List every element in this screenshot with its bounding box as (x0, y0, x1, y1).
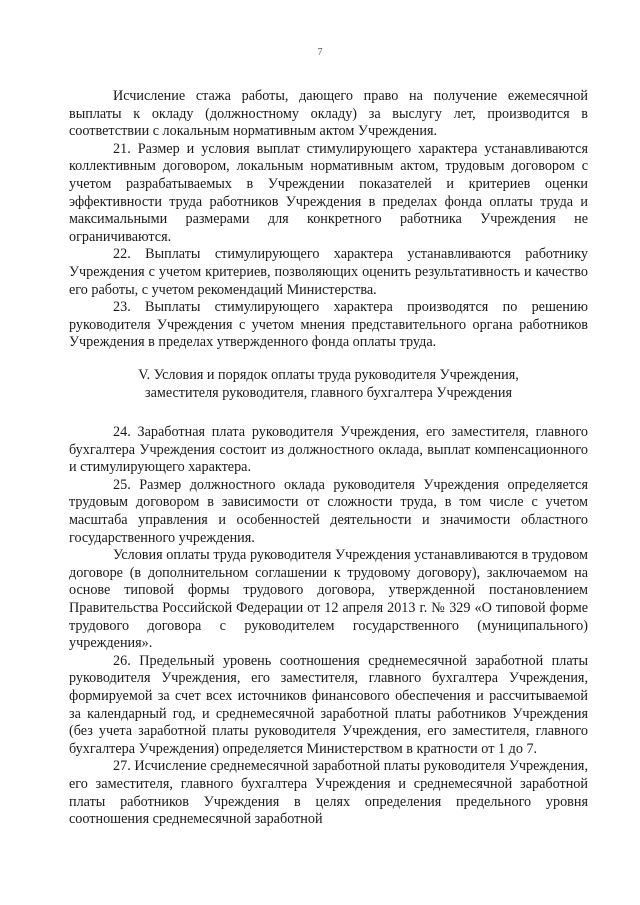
paragraph-25: 25. Размер должностного оклада руководителя Учреждения определяется трудовым договором в зависимости от сложности труда, в том числе с учетом масштаба управления и особенностей деятельности и значимости областного государственного учреждения. (69, 476, 588, 546)
section-heading-line-2: заместителя руководителя, главного бухгалтера Учреждения (144, 384, 513, 401)
paragraph-23: 23. Выплаты стимулирующего характера производятся по решению руководителя Учреждения с учетом мнения представительного органа работников Учреждения в пределах утвержденного фонда оплаты труда. (69, 299, 588, 351)
page-number: 7 (317, 47, 323, 58)
paragraph-24: 24. Заработная плата руководителя Учреждения, его заместителя, главного бухгалтера Учреждения состоит из должностного оклада, выплат компенсационного и стимулирующего характера. (69, 424, 588, 476)
paragraph-22: 22. Выплаты стимулирующего характера устанавливаются работнику Учреждения с учетом критериев, позволяющих оценить результативность и качество его работы, с учетом рекомендаций Министерства. (69, 246, 588, 298)
paragraph-27: 27. Исчисление среднемесячной заработной платы руководителя Учреждения, его заместителя, главного бухгалтера Учреждения и среднемесячной заработной платы работников Учреждения в целях определения предельного уровня соотношения среднемесячной заработной (69, 758, 588, 828)
section-heading-line-1: V. Условия и порядок оплаты труда руководителя Учреждения, (138, 366, 519, 383)
document-body (69, 88, 588, 829)
paragraph-26: 26. Предельный уровень соотношения среднемесячной заработной платы руководителя Учреждения, его заместителя, главного бухгалтера Учреждения, формируемой за счет всех источников финансового обеспечения и рассчитываемой за календарный год, и среднемесячной заработной платы работников Учреждения (без учета заработной платы руководителя Учреждения, его заместителя, главного бухгалтера Учреждения) определяется Министерством в кратности от 1 до 7. (69, 652, 588, 757)
section-heading (69, 367, 588, 402)
paragraph-seniority: Исчисление стажа работы, дающего право на получение ежемесячной выплаты к окладу (должностному окладу) за выслугу лет, производится в соответствии с локальным нормативным актом Учреждения. (69, 88, 588, 140)
paragraph-21: 21. Размер и условия выплат стимулирующего характера устанавливаются коллективным договором, локальным нормативным актом, трудовым договором с учетом разрабатываемых в Учреждении показателей и критериев оценки эффективности труда работников Учреждения в пределах фонда оплаты труда и максимальными размерами для конкретного работника Учреждения не ограничиваются. (69, 140, 588, 245)
paragraph-conditions: Условия оплаты труда руководителя Учреждения устанавливаются в трудовом договоре (в дополнительном соглашении к трудовому договору), заключаемом на основе типовой формы трудового договора, утвержденной постановлением Правительства Российской Федерации от 12 апреля 2013 г. № 329 «О типовой форме трудового договора с руководителем государственного (муниципального) учреждения». (69, 547, 588, 652)
